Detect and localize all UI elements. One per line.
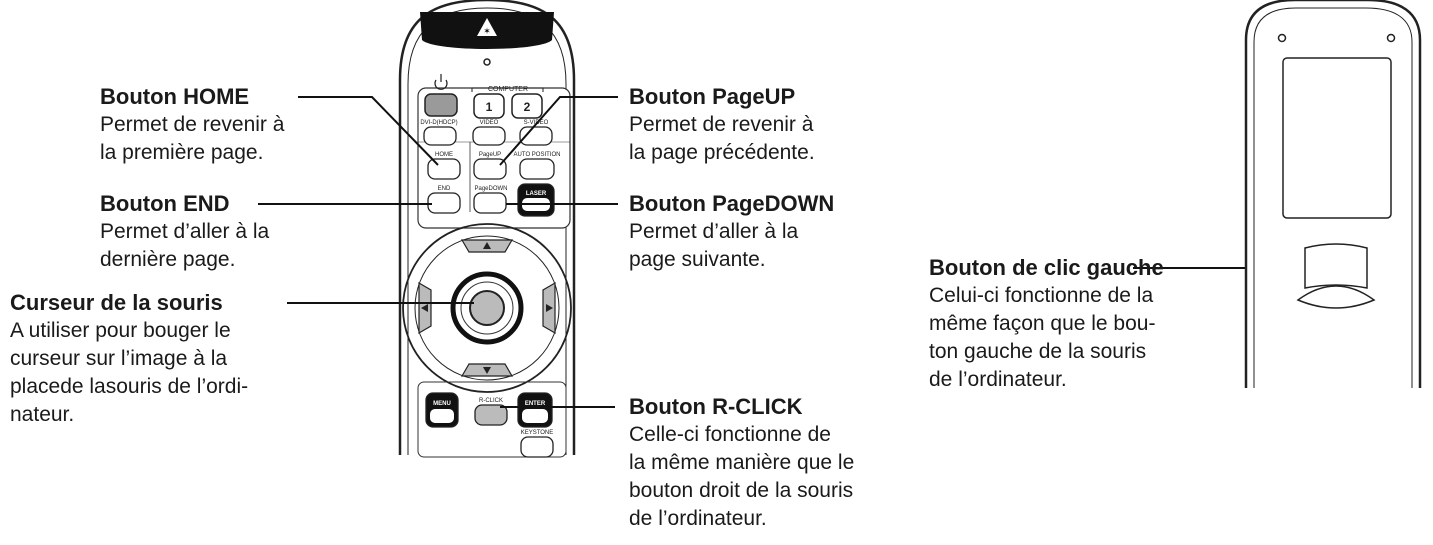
callout-cursor: [10, 288, 248, 429]
home-button[interactable]: [428, 159, 460, 179]
callout-pagedown-desc: Permet d’aller à la page suivante.: [629, 220, 799, 271]
menu-label: MENU: [433, 401, 451, 407]
pageup-label: PageUP: [478, 152, 502, 158]
callout-end: [100, 189, 269, 274]
remote-back: [1246, 0, 1420, 388]
computer2-label: 2: [523, 100, 531, 114]
callout-pageup-desc: Permet de revenir à la page précédente.: [629, 113, 815, 164]
callout-pagedown-title: Bouton PageDOWN: [629, 191, 835, 216]
rclick-label: R-CLICK: [478, 398, 504, 404]
video-label: VIDEO: [479, 120, 499, 126]
callout-home-title: Bouton HOME: [100, 84, 250, 109]
laser-label: LASER: [525, 191, 547, 197]
autopos-button[interactable]: [520, 159, 554, 179]
end-label: END: [437, 186, 451, 192]
callout-leftclick-desc: Celui-ci fonctionne de la même façon que le bou- ton gauche de la souris de l’ordinateur.: [929, 284, 1156, 391]
left-click-button[interactable]: [1305, 244, 1367, 288]
computer-label: COMPUTER: [487, 86, 529, 93]
svg-text:✶: ✶: [483, 26, 491, 36]
svideo-label: S-VIDEO: [523, 120, 549, 126]
keystone-button[interactable]: [521, 437, 553, 457]
video-button[interactable]: [473, 127, 505, 145]
callout-pageup-title: Bouton PageUP: [629, 84, 796, 109]
callout-home-desc: Permet de revenir à la première page.: [100, 113, 285, 164]
computer1-label: 1: [485, 100, 493, 114]
callout-rclick: [629, 392, 854, 533]
autopos-label: AUTO POSITION: [513, 152, 561, 158]
dvi-label: DVI-D(HDCP): [420, 120, 458, 126]
power-button[interactable]: [425, 94, 457, 116]
callout-leftclick-title: Bouton de clic gauche: [929, 255, 1164, 280]
home-label: HOME: [435, 152, 453, 158]
callout-rclick-title: Bouton R-CLICK: [629, 394, 803, 419]
callout-pageup: [629, 82, 815, 167]
callout-cursor-title: Curseur de la souris: [10, 290, 223, 315]
battery-cover: [1283, 58, 1391, 218]
callout-home: [100, 82, 284, 167]
pageup-button[interactable]: [474, 159, 506, 179]
enter-label: ENTER: [524, 401, 546, 407]
remote-front: [400, 0, 574, 457]
keystone-label: KEYSTONE: [520, 430, 554, 436]
callout-cursor-desc: A utiliser pour bouger le curseur sur l’image à la placede lasouris de l’ordi- nateur.: [10, 319, 249, 426]
callout-end-desc: Permet d’aller à la dernière page.: [100, 220, 270, 271]
callout-leftclick: [929, 253, 1164, 394]
pagedown-label: PageDOWN: [474, 186, 508, 192]
end-button[interactable]: [428, 193, 460, 213]
callout-pagedown: [629, 189, 834, 274]
callout-rclick-desc: Celle-ci fonctionne de la même manière que le bouton droit de la souris de l’ordinateur.: [629, 423, 855, 530]
pagedown-button[interactable]: [474, 193, 506, 213]
dvi-button[interactable]: [424, 127, 456, 145]
callout-end-title: Bouton END: [100, 191, 230, 216]
